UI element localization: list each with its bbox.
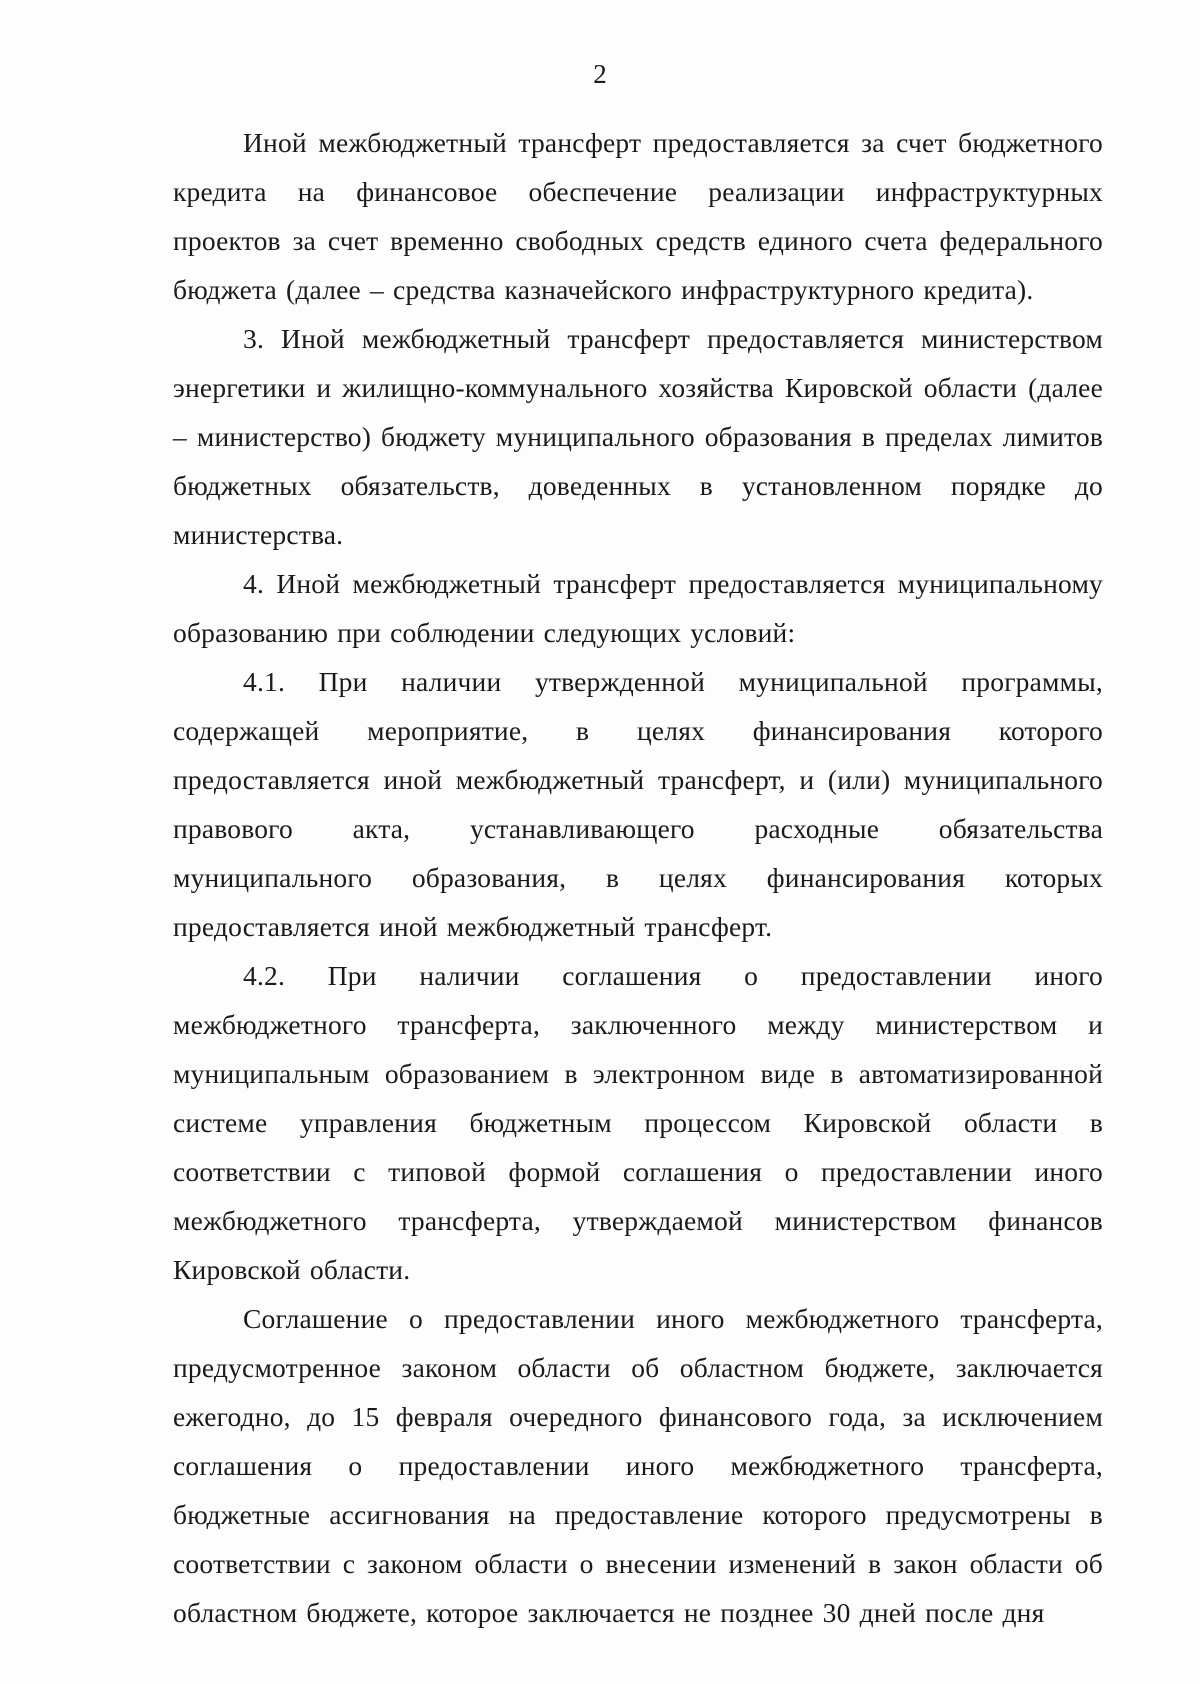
paragraph-4-conditions: 4. Иной межбюджетный трансферт предоставляется муниципальному образованию при соблюдении следующих условий: [173,568,1103,648]
paragraph-credit-source: Иной межбюджетный трансферт предоставляется за счет бюджетного кредита на финансовое обеспечение реализации инфраструктурных проектов за счет временно свободных средств единого счета федерального бюджета (далее – средства казначейского инфраструктурного кредита). [173,127,1103,305]
paragraph-3-provider: 3. Иной межбюджетный трансферт предоставляется министерством энергетики и жилищно-коммунального хозяйства Кировской области (далее – министерство) бюджету муниципального образования в пределах лимитов бюджетных обязательств, доведенных в установленном порядке до министерства. [173,323,1103,550]
page-number: 2 [593,59,607,89]
paragraph-4-1-program: 4.1. При наличии утвержденной муниципальной программы, содержащей мероприятие, в целях финансирования которого предоставляется иной межбюджетный трансферт, и (или) муниципального правового акта, устанавливающего расходные обязательства муниципального образования, в целях финансирования которых предоставляется иной межбюджетный трансферт. [173,666,1103,942]
paragraph-4-2-agreement: 4.2. При наличии соглашения о предоставлении иного межбюджетного трансферта, заключенного между министерством и муниципальным образованием в электронном виде в автоматизированной системе управления бюджетным процессом Кировской области в соответствии с типовой формой соглашения о предоставлении иного межбюджетного трансферта, утверждаемой министерством финансов Кировской области. [173,960,1103,1285]
paragraph-agreement-deadline: Соглашение о предоставлении иного межбюджетного трансферта, предусмотренное законом области об областном бюджете, заключается ежегодно, до 15 февраля очередного финансового года, за исключением соглашения о предоставлении иного межбюджетного трансферта, бюджетные ассигнования на предоставление которого предусмотрены в соответствии с законом области о внесении изменений в закон области об областном бюджете, которое заключается не позднее 30 дней после дня [173,1303,1103,1628]
document-body [173,118,1103,1637]
